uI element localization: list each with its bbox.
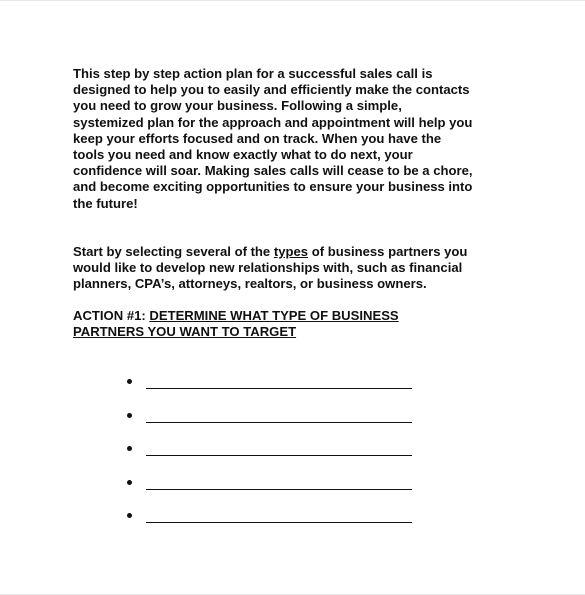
intro-line: systemized plan for the approach and appointment will help you bbox=[73, 114, 473, 130]
action-title-line-1: DETERMINE WHAT TYPE OF BUSINESS bbox=[149, 308, 399, 324]
start-line-2: would like to develop new relationships with, such as financial bbox=[73, 259, 463, 275]
action-heading bbox=[73, 308, 513, 340]
blank-fill-line bbox=[146, 489, 412, 490]
intro-line: tools you need and know exactly what to do next, your bbox=[73, 146, 413, 162]
bullet-icon bbox=[127, 480, 132, 485]
intro-line: and become exciting opportunities to ensure your business into bbox=[73, 179, 473, 195]
bullet-icon bbox=[127, 513, 132, 518]
blank-fill-line bbox=[146, 388, 412, 389]
start-text-before: Start by selecting several of the bbox=[73, 243, 274, 259]
blank-fill-line bbox=[146, 455, 412, 456]
bullet-icon bbox=[127, 446, 132, 451]
action-title-line-2: PARTNERS YOU WANT TO TARGET bbox=[73, 324, 297, 340]
action-heading-line-1 bbox=[73, 308, 513, 324]
start-line-3: planners, CPA’s, attorneys, realtors, or business owners. bbox=[73, 276, 427, 292]
blank-fill-line bbox=[146, 522, 412, 523]
page-top-edge bbox=[0, 0, 585, 1]
intro-line: This step by step action plan for a successful sales call is bbox=[73, 66, 433, 81]
list-item bbox=[124, 372, 424, 406]
bullet-icon bbox=[127, 379, 132, 384]
intro-line: the future! bbox=[73, 195, 138, 211]
list-item bbox=[124, 406, 424, 440]
bullet-icon bbox=[127, 413, 132, 418]
list-item bbox=[124, 439, 424, 473]
intro-line: confidence will soar. Making sales calls will cease to be a chore, bbox=[73, 163, 473, 179]
document-content bbox=[73, 66, 513, 341]
action-prefix: ACTION #1: bbox=[73, 308, 150, 324]
list-item bbox=[124, 473, 424, 507]
start-text-after: of business partners you bbox=[308, 243, 468, 259]
intro-paragraph bbox=[73, 66, 513, 212]
start-paragraph bbox=[73, 244, 513, 293]
intro-line: you need to grow your business. Following a simple, bbox=[73, 98, 402, 114]
list-item bbox=[124, 506, 424, 540]
target-partner-list bbox=[124, 372, 424, 540]
intro-line: designed to help you to easily and efficiently make the contacts bbox=[73, 82, 470, 98]
start-line-1 bbox=[73, 244, 513, 260]
blank-fill-line bbox=[146, 422, 412, 423]
intro-line: keep your efforts focused and on track. When you have the bbox=[73, 130, 442, 146]
action-heading-line-2 bbox=[73, 324, 513, 340]
types-underlined-word: types bbox=[273, 243, 309, 259]
